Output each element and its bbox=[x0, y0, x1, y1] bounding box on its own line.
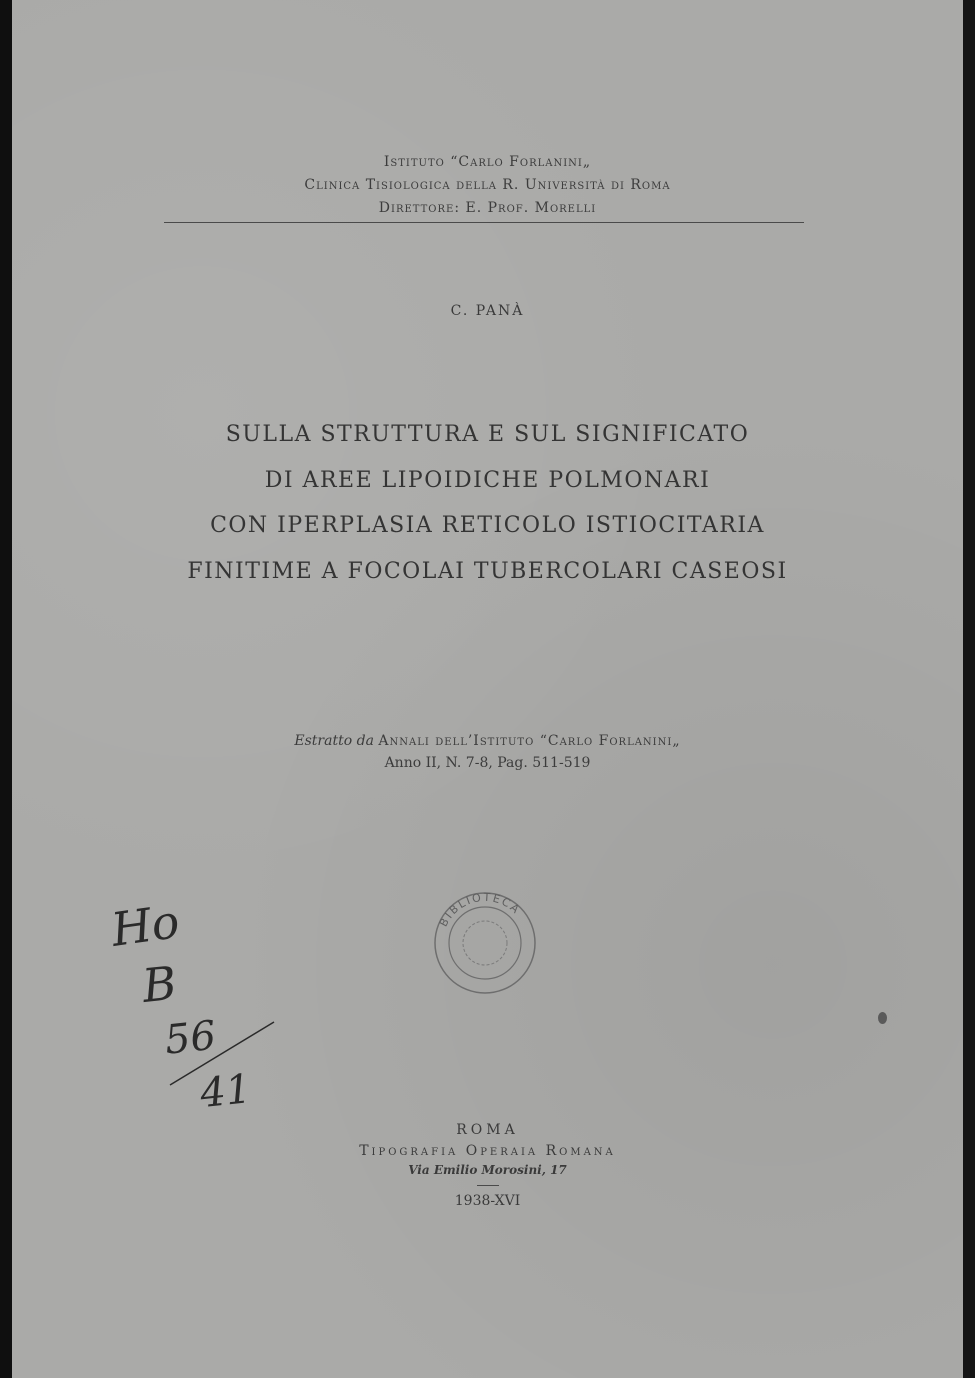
extract-source: Annali dell’Istituto “Carlo Forlanini„ bbox=[378, 733, 681, 749]
author-name: C. PANÀ bbox=[450, 303, 525, 319]
handwritten-line-2: B bbox=[139, 955, 179, 1013]
header-rule bbox=[164, 222, 804, 223]
handwritten-shelfmark bbox=[102, 880, 292, 1120]
clinic-name: Clinica Tisiologica della R. Università di Roma bbox=[304, 177, 671, 193]
stamp-text: BIBLIOTECA bbox=[436, 890, 524, 929]
extract-prefix: Estratto da bbox=[294, 733, 374, 749]
paper-blemish bbox=[878, 1012, 887, 1024]
director-line: Direttore: E. Prof. Morelli bbox=[378, 200, 597, 216]
handwritten-line-3: 56 bbox=[162, 1012, 219, 1064]
extract-source-line bbox=[12, 731, 963, 751]
handwritten-line-4: 41 bbox=[197, 1066, 254, 1118]
title-line-3: CON IPERPLASIA RETICOLO ISTIOCITARIA bbox=[210, 513, 765, 538]
title-line-1: SULLA STRUTTURA E SUL SIGNIFICATO bbox=[225, 422, 750, 447]
extract-details: Anno II, N. 7-8, Pag. 511-519 bbox=[384, 755, 591, 771]
publisher-city: ROMA bbox=[456, 1122, 519, 1138]
title-line-4: FINITIME A FOCOLAI TUBERCOLARI CASEOSI bbox=[187, 559, 788, 584]
handwritten-line-1: Ho bbox=[107, 894, 183, 957]
svg-text:BIBLIOTECA bbox=[437, 891, 523, 929]
title-line-2: DI AREE LIPOIDICHE POLMONARI bbox=[264, 468, 711, 493]
document-page bbox=[12, 0, 963, 1378]
scan-right-border bbox=[963, 0, 975, 1378]
scan-left-border bbox=[0, 0, 12, 1378]
publication-year: 1938-XVI bbox=[454, 1193, 521, 1209]
publisher-address: Via Emilio Morosini, 17 bbox=[408, 1163, 567, 1177]
library-stamp bbox=[430, 888, 540, 998]
institute-name: Istituto “Carlo Forlanini„ bbox=[383, 154, 592, 170]
publisher-name: Tipografia Operaia Romana bbox=[359, 1143, 616, 1159]
